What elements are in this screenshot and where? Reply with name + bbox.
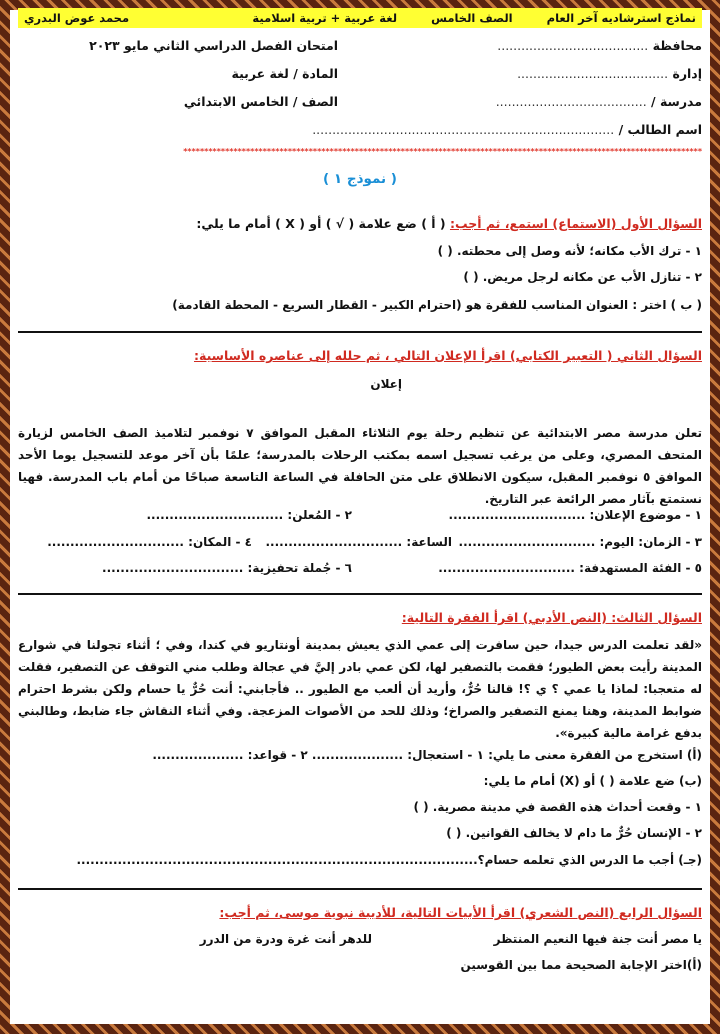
field-motto[interactable]: ٦ - جُملة تحفيزية: ............................... (102, 561, 352, 575)
q1-item-2: ٢ - تنازل الأب عن مكانه لرجل مريض. ( ) (463, 270, 702, 284)
q1-item-b: ( ب ) اختر : العنوان المناسب للفقرة هو (احترام الكبير - القطار السريع - المحطة القادمة) (172, 298, 702, 312)
verse-first-hemistich: يا مصر أنت جنة فيها النعيم المنتظر (493, 932, 702, 946)
q2-fields-row-1 (18, 508, 702, 522)
q1-title-red: السؤال الأول (الاستماع) استمع، ثم أجب: (449, 216, 702, 231)
administration-label: إدارة (672, 66, 702, 81)
q3-title-text: السؤال الثالث: (النص الأدبي) اقرأ الفقرة التالية: (401, 610, 702, 625)
q1-title-rest: ( أ ) ضع علامة ( √ ) أو ( X ) أمام ما يلي: (196, 216, 450, 231)
header-row-2 (18, 66, 702, 81)
q2-title (194, 348, 702, 363)
verse-second-hemistich: للدهر أنت غرة ودرة من الدرر (199, 932, 372, 946)
banner-author: محمد عوض البدري (24, 11, 130, 25)
field-time-day[interactable]: ٣ - الزمان: اليوم: .............................. (458, 535, 702, 549)
banner-grade: الصف الخامس (431, 11, 513, 25)
governorate-label: محافظة (652, 38, 702, 53)
q3-item-b2: ٢ - الإنسان حُرٌّ ما دام لا يخالف القوانين. ( ) (446, 826, 702, 840)
q2-paragraph: تعلن مدرسة مصر الابتدائية عن تنظيم رحلة يوم الثلاثاء المقبل الموافق ٧ نوفمبر لتلاميذ الصف الخامس لزيارة المتحف المصري، وعلى من يرغب تسجيل اسمه بمكتب الرحلات بالمدرسة؛ علمًا بأن آخر موعد للتسجيل يوما الأحد الموافق ٥ نوفمبر المقبل، سيكون الانطلاق على متن الحافلة في الساعة التاسعة صباحًا من أمام باب المدرسة. فهيا نستمتع بآثار مصر الرائعة عبر التاريخ. (18, 426, 703, 506)
q3-part-b: (ب) ضع علامة ( ) أو (X) أمام ما يلي: (483, 774, 702, 788)
field-topic[interactable]: ١ - موضوع الإعلان: .............................. (448, 508, 702, 522)
q3-part-a: (أ) استخرج من الفقرة معنى ما يلي: ١ - استعجال: .................... ٢ - قواعد: .................... (152, 748, 702, 762)
exam-page (18, 8, 702, 1026)
q2-fields-row-3 (18, 561, 702, 575)
divider-1 (18, 331, 702, 333)
field-audience[interactable]: ٥ - الفئة المستهدفة: .............................. (438, 561, 702, 575)
field-announcer[interactable]: ٢ - المُعلن: .............................. (146, 508, 352, 522)
q1-item-1: ١ - ترك الأب مكانه؛ لأنه وصل إلى محطته. ( ) (437, 244, 702, 258)
q2-fields-row-2 (18, 535, 702, 549)
school-label: مدرسة / (651, 94, 702, 109)
banner-title: نماذج استرشاديه آخر العام (546, 11, 696, 25)
top-banner (18, 8, 702, 28)
divider-3 (18, 888, 702, 890)
q4-title-text: السؤال الرابع (النص الشعري) اقرأ الأبيات التالية، للأديبة نبوية موسى، ثم أجب: (219, 905, 702, 920)
q3-paragraph: «لقد تعلمت الدرس جيدا، حين سافرت إلى عمي الذي يعيش بمدينة أونتاريو في كندا، وفي ؛ أثناء تجولنا في شوارع المدينة رأيت بعض الطيور؛ فقمت بالتصفير لها، لكن عمي بادر إليَّ في عجالة وطلب مني التوقف عن التصفير، فقلت له متعجبا: لماذا يا عمي ؟ ي ؟! قالنا حُرٌّ، وأريد أن ألعب مع الطيور .. فأجابني: أنت حُرٌّ يا حسام ولكن بشرط احترام ضوابط المدينة، وهنا يمنع التصفير والصراخ؛ وذلك للحد من الأصوات المزعجة. وفي أثناء النقاش جاء ضابط، وطالبني بدفع غرامة مالية كبيرة». (18, 638, 702, 740)
banner-subject: لغة عربية + تربية اسلامية (252, 11, 398, 25)
model-label: ( نموذج ١ ) (323, 171, 397, 187)
q3-part-c[interactable]: (جـ) أجب ما الدرس الذي تعلمه حسام؟........................................................................................ (76, 853, 702, 867)
q2-title-text: السؤال الثاني ( التعبير الكتابي) اقرأ الإعلان التالي ، ثم حلله إلى عناصره الأساسية: (193, 348, 702, 363)
q3-title (402, 610, 702, 625)
student-label: اسم الطالب / (618, 122, 702, 137)
field-place[interactable]: ٤ - المكان: .............................. (47, 535, 252, 549)
divider-2 (18, 593, 702, 595)
administration-blank[interactable]: ...................................... (517, 66, 669, 81)
red-star-separator: **************************************************************************************************************************** (183, 148, 702, 156)
q4-title (219, 905, 702, 920)
header-row-4: اسم الطالب / ............................................................................ (312, 122, 702, 137)
header-row-3 (18, 94, 702, 109)
ad-word: إعلان (370, 377, 402, 391)
q3-item-b1: ١ - وقعت أحداث هذه القصة في مدينة مصرية. ( ) (413, 800, 702, 814)
q4-verse (18, 932, 702, 946)
grade-line: الصف / الخامس الابتدائي (183, 94, 338, 109)
header-row-1 (18, 38, 702, 53)
school-blank[interactable]: ...................................... (495, 94, 647, 109)
q4-part-a: (أ)اختر الإجابة الصحيحة مما بين القوسين (460, 958, 702, 972)
subject-line: المادة / لغة عربية (231, 66, 338, 81)
q1-title (196, 216, 702, 231)
student-blank[interactable]: ...................................... (463, 122, 615, 137)
field-time-hour[interactable]: الساعة: .............................. (265, 535, 452, 549)
governorate-blank[interactable]: ...................................... (497, 38, 649, 53)
exam-title: امتحان الفصل الدراسي الثاني مايو ٢٠٢٣ (89, 38, 338, 53)
